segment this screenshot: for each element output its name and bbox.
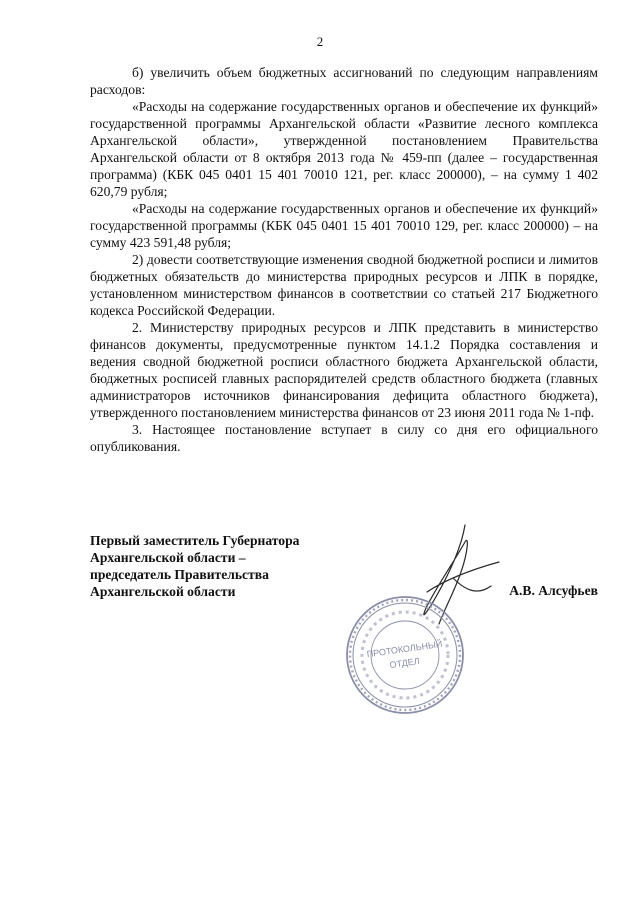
paragraph-effective-date: 3. Настоящее постановление вступает в силу со дня его официального опубликования. [90, 422, 598, 454]
paragraph-expense-item-2: «Расходы на содержание государственных органов и обеспечение их функций» государственной программы (КБК 045 0401 15 401 70010 129, рег. класс 200000) – на сумму 423 591,48 рубля; [90, 201, 598, 250]
paragraph-budget-changes: 2) довести соответствующие изменения сводной бюджетной росписи и лимитов бюджетных обязательств до министерства природных ресурсов и ЛПК в порядке, установленном министерством финансов в соответствии со статьей 217 Бюджетного кодекса Российской Федерации. [90, 252, 598, 318]
official-seal [340, 590, 470, 720]
paragraph-ministry-documents: 2. Министерству природных ресурсов и ЛПК представить в министерство финансов документы, предусмотренные пунктом 14.1.2 Порядка составления и ведения сводной бюджетной росписи областного бюджета Архангельской области, бюджетных росписей главных распорядителей средств областного бюджета (главных администраторов источников финансирования дефицита областного бюджета), утвержденного постановлением министерства финансов от 23 июня 2011 года № 1-пф. [90, 320, 598, 420]
seal-inner-text-2: ОТДЕЛ [388, 655, 421, 671]
page-number: 2 [316, 34, 324, 49]
signatory-title-line: Архангельской области [90, 584, 236, 599]
document-body [90, 64, 598, 455]
paragraph-increase-allocations: б) увеличить объем бюджетных ассигнований по следующим направлениям расходов: [90, 65, 598, 97]
seal-inner-text-1: ПРОТОКОЛЬНЫЙ [366, 638, 443, 660]
signatory-title-line: Архангельской области – [90, 550, 246, 565]
paragraph-expense-item-1: «Расходы на содержание государственных органов и обеспечение их функций» государственной программы Архангельской области «Развитие лесного комплекса Архангельской области», утвержденной постановлением Правительства Архангельской области от 8 октября 2013 года № 459-пп (далее – государственная программа) (КБК 045 0401 15 401 70010 121, рег. класс 200000), – на сумму 1 402 620,79 рубля; [90, 99, 598, 199]
signatory-title-line: председатель Правительства [90, 567, 269, 582]
signatory-name: А.В. Алсуфьев [509, 583, 598, 598]
signatory-title-line: Первый заместитель Губернатора [90, 533, 300, 548]
